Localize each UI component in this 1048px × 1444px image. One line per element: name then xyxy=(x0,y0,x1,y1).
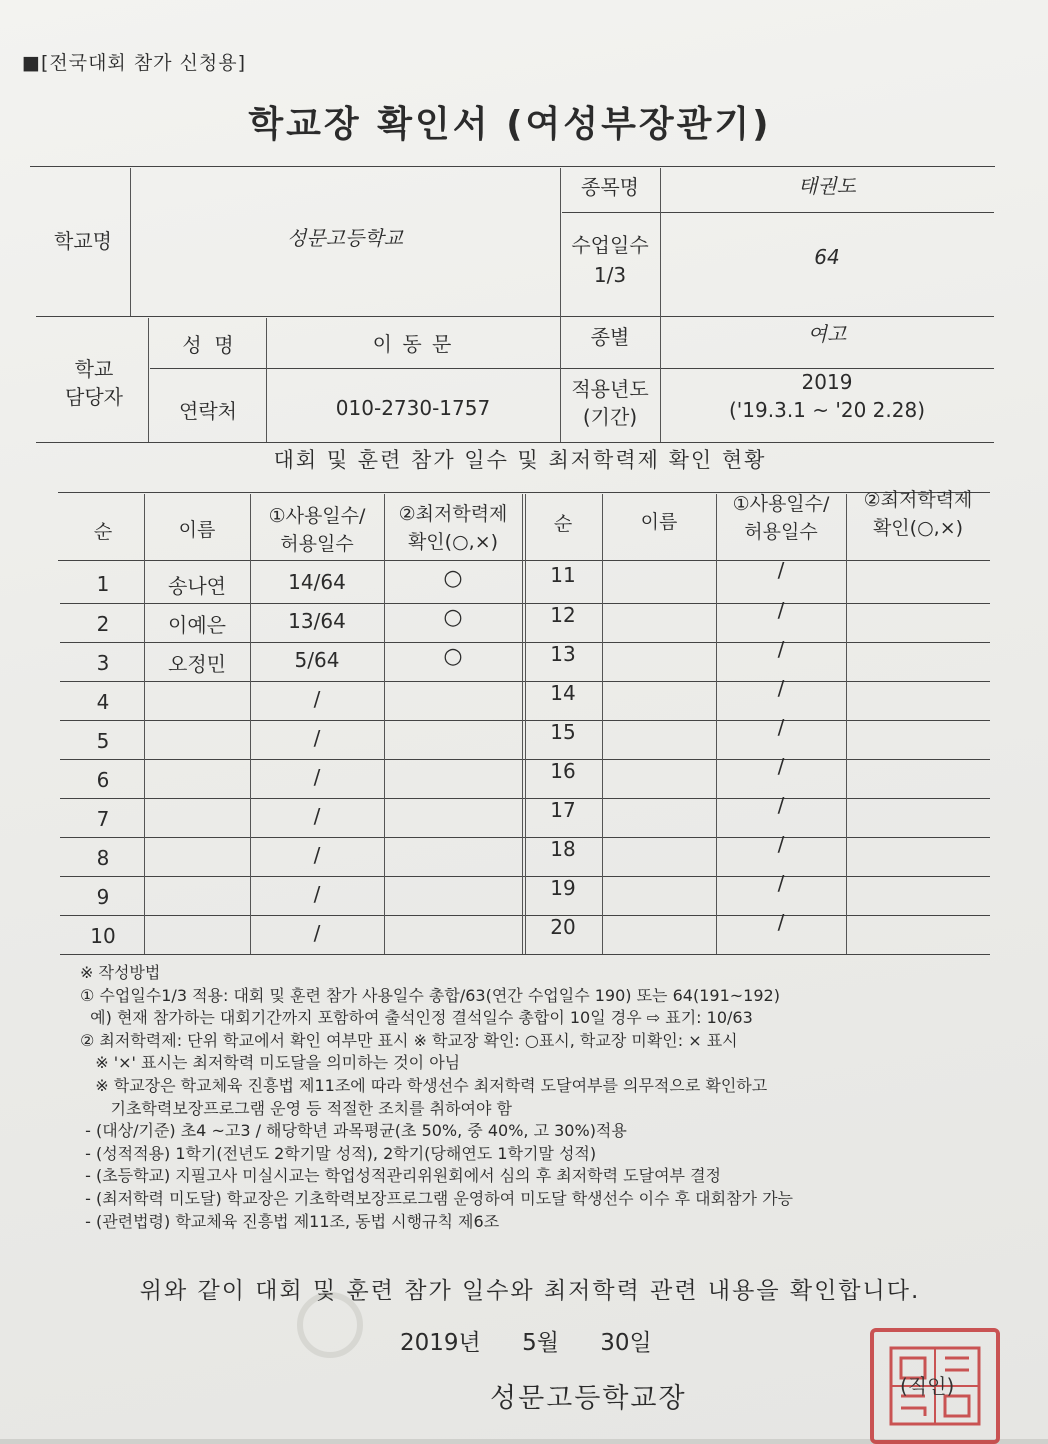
info-line-name xyxy=(150,368,994,369)
section-title: 대회 및 훈련 참가 일수 및 최저학력제 확인 현황 xyxy=(273,448,767,472)
row-days: / xyxy=(313,882,321,906)
note-line: ① 수업일수1/3 적용: 대회 및 훈련 참가 사용일수 총합/63(연간 수업일수 190) 또는 64(191~192) xyxy=(80,985,780,1005)
days-label-1: 수업일수 xyxy=(571,233,649,257)
info-top-border xyxy=(30,166,995,167)
row-days: / xyxy=(313,843,321,867)
row-days: / xyxy=(777,793,785,817)
manager-label-1: 학교 xyxy=(74,357,114,381)
date-year: 2019년 xyxy=(400,1330,481,1356)
row-days: / xyxy=(777,910,785,934)
row-no: 1 xyxy=(96,572,110,596)
row-days: / xyxy=(777,676,785,700)
issue-date xyxy=(400,1324,686,1357)
header-check-2: 확인(○,×) xyxy=(407,531,499,553)
days-value: 64 xyxy=(814,245,840,269)
note-line: 기초학력보장프로그램 운영 등 적절한 조치를 취하여야 함 xyxy=(80,1098,512,1118)
row-days: / xyxy=(777,754,785,778)
row-no: 3 xyxy=(96,651,110,675)
info-vline-2 xyxy=(148,318,149,442)
row-no: 10 xyxy=(90,924,116,948)
event-value: 태권도 xyxy=(798,174,856,198)
row-days: / xyxy=(777,832,785,856)
instructions-notes xyxy=(80,962,1010,1233)
signer-name: 성문고등학교장 xyxy=(490,1383,687,1414)
row-days: / xyxy=(777,871,785,895)
date-month: 5월 xyxy=(522,1330,559,1356)
row-no: 5 xyxy=(96,729,110,753)
event-label: 종목명 xyxy=(581,175,639,199)
school-value: 성문고등학교 xyxy=(287,226,403,250)
row-no: 20 xyxy=(550,915,576,939)
row-check: ○ xyxy=(443,605,463,630)
note-line: - (관련법령) 학교체육 진흥법 제11조, 동법 시행규칙 제6조 xyxy=(80,1211,500,1231)
row-no: 11 xyxy=(550,563,576,587)
row-days: 13/64 xyxy=(288,609,346,633)
row-days: / xyxy=(777,598,785,622)
note-line: - (최저학력 미도달) 학교장은 기초학력보장프로그램 운영하여 미도달 학생선수 이수 후 대회참가 가능 xyxy=(80,1188,793,1208)
school-label: 학교명 xyxy=(54,229,112,253)
row-no: 9 xyxy=(96,885,110,909)
document-tag: ■[전국대회 참가 신청용] xyxy=(22,52,247,74)
row-name: 송나연 xyxy=(168,574,226,598)
confirm-statement: 위와 같이 대회 및 훈련 참가 일수와 최저학력 관련 내용을 확인합니다. xyxy=(139,1278,921,1304)
year-label-2: (기간) xyxy=(582,405,638,429)
note-line: - (초등학교) 지필고사 미실시교는 학업성적관리위원회에서 심의 후 최저학력 도달여부 결정 xyxy=(80,1166,721,1186)
row-days: / xyxy=(777,637,785,661)
row-days: / xyxy=(313,687,321,711)
row-no: 8 xyxy=(96,846,110,870)
info-line-school xyxy=(36,316,994,317)
row-name: 이예은 xyxy=(168,613,226,637)
row-days: / xyxy=(777,558,785,582)
header-check-2-right: 확인(○,×) xyxy=(872,517,964,539)
row-name: 오정민 xyxy=(168,652,226,676)
info-bottom-border xyxy=(36,442,994,443)
header-days-1: ①사용일수/ xyxy=(268,505,366,527)
seal-label: (직인) xyxy=(900,1374,955,1398)
header-no: 순 xyxy=(93,521,113,543)
year-label-1: 적용년도 xyxy=(571,377,649,401)
note-line: ② 최저학력제: 단위 학교에서 확인 여부만 표시 ※ 학교장 확인: ○표시, 학교장 미확인: × 표시 xyxy=(80,1030,738,1050)
row-days: 5/64 xyxy=(294,648,340,672)
header-no-right: 순 xyxy=(553,513,573,535)
note-line: 예) 현재 참가하는 대회기간까지 포함하여 출석인정 결석일수 총합이 10일 경우 ⇨ 표기: 10/63 xyxy=(80,1008,753,1028)
table-bottom-border xyxy=(60,954,990,955)
header-check-1: ②최저학력제 xyxy=(398,503,508,525)
row-no: 17 xyxy=(550,798,576,822)
row-days: 14/64 xyxy=(288,570,346,594)
header-days-2: 허용일수 xyxy=(280,533,354,555)
row-no: 19 xyxy=(550,876,576,900)
table-vline-1 xyxy=(144,494,145,954)
row-no: 6 xyxy=(96,768,110,792)
row-no: 15 xyxy=(550,720,576,744)
row-days: / xyxy=(313,921,321,945)
row-no: 7 xyxy=(96,807,110,831)
header-check-1-right: ②최저학력제 xyxy=(863,489,973,511)
row-check: ○ xyxy=(443,566,463,591)
table-vline-5 xyxy=(602,494,603,954)
contact-value: 010-2730-1757 xyxy=(335,396,491,420)
name-value: 이 동 문 xyxy=(372,332,454,356)
row-no: 12 xyxy=(550,603,576,627)
contact-label: 연락처 xyxy=(179,399,237,423)
row-no: 16 xyxy=(550,759,576,783)
row-no: 4 xyxy=(96,690,110,714)
row-check: ○ xyxy=(443,644,463,669)
header-name: 이름 xyxy=(178,519,216,541)
header-days-2-right: 허용일수 xyxy=(744,521,818,543)
name-label: 성 명 xyxy=(182,333,234,357)
gender-value: 여고 xyxy=(807,322,847,346)
table-vline-3 xyxy=(384,494,385,954)
manager-label-2: 담당자 xyxy=(65,385,123,409)
header-name-right: 이름 xyxy=(640,511,678,533)
info-line-event xyxy=(562,212,994,213)
row-no: 2 xyxy=(96,612,110,636)
row-days: / xyxy=(777,715,785,739)
year-value-1: 2019 xyxy=(801,370,853,394)
note-line: ※ '×' 표시는 최저학력 미도달을 의미하는 것이 아님 xyxy=(80,1053,461,1073)
row-days: / xyxy=(313,726,321,750)
year-value-2: ('19.3.1 ~ '20 2.28) xyxy=(728,398,926,422)
row-no: 18 xyxy=(550,837,576,861)
note-line: - (대상/기준) 초4 ~고3 / 해당학년 과목평균(초 50%, 중 40%, 고 30%)적용 xyxy=(80,1121,627,1141)
gender-label: 종별 xyxy=(590,325,630,349)
note-line: ※ 학교장은 학교체육 진흥법 제11조에 따라 학생선수 최저학력 도달여부를 의무적으로 확인하고 xyxy=(80,1075,768,1095)
page-title: 학교장 확인서 (여성부장관기) xyxy=(248,104,772,145)
header-days-1-right: ①사용일수/ xyxy=(732,493,830,515)
row-no: 14 xyxy=(550,681,576,705)
row-days: / xyxy=(313,765,321,789)
note-line: - (성적적용) 1학기(전년도 2학기말 성적), 2학기(당해연도 1학기말 성적) xyxy=(80,1143,597,1163)
row-days: / xyxy=(313,804,321,828)
date-day: 30일 xyxy=(600,1330,652,1356)
table-vline-7 xyxy=(846,494,847,954)
note-line: ※ 작성방법 xyxy=(80,963,161,982)
row-no: 13 xyxy=(550,642,576,666)
days-label-2: 1/3 xyxy=(593,263,627,287)
